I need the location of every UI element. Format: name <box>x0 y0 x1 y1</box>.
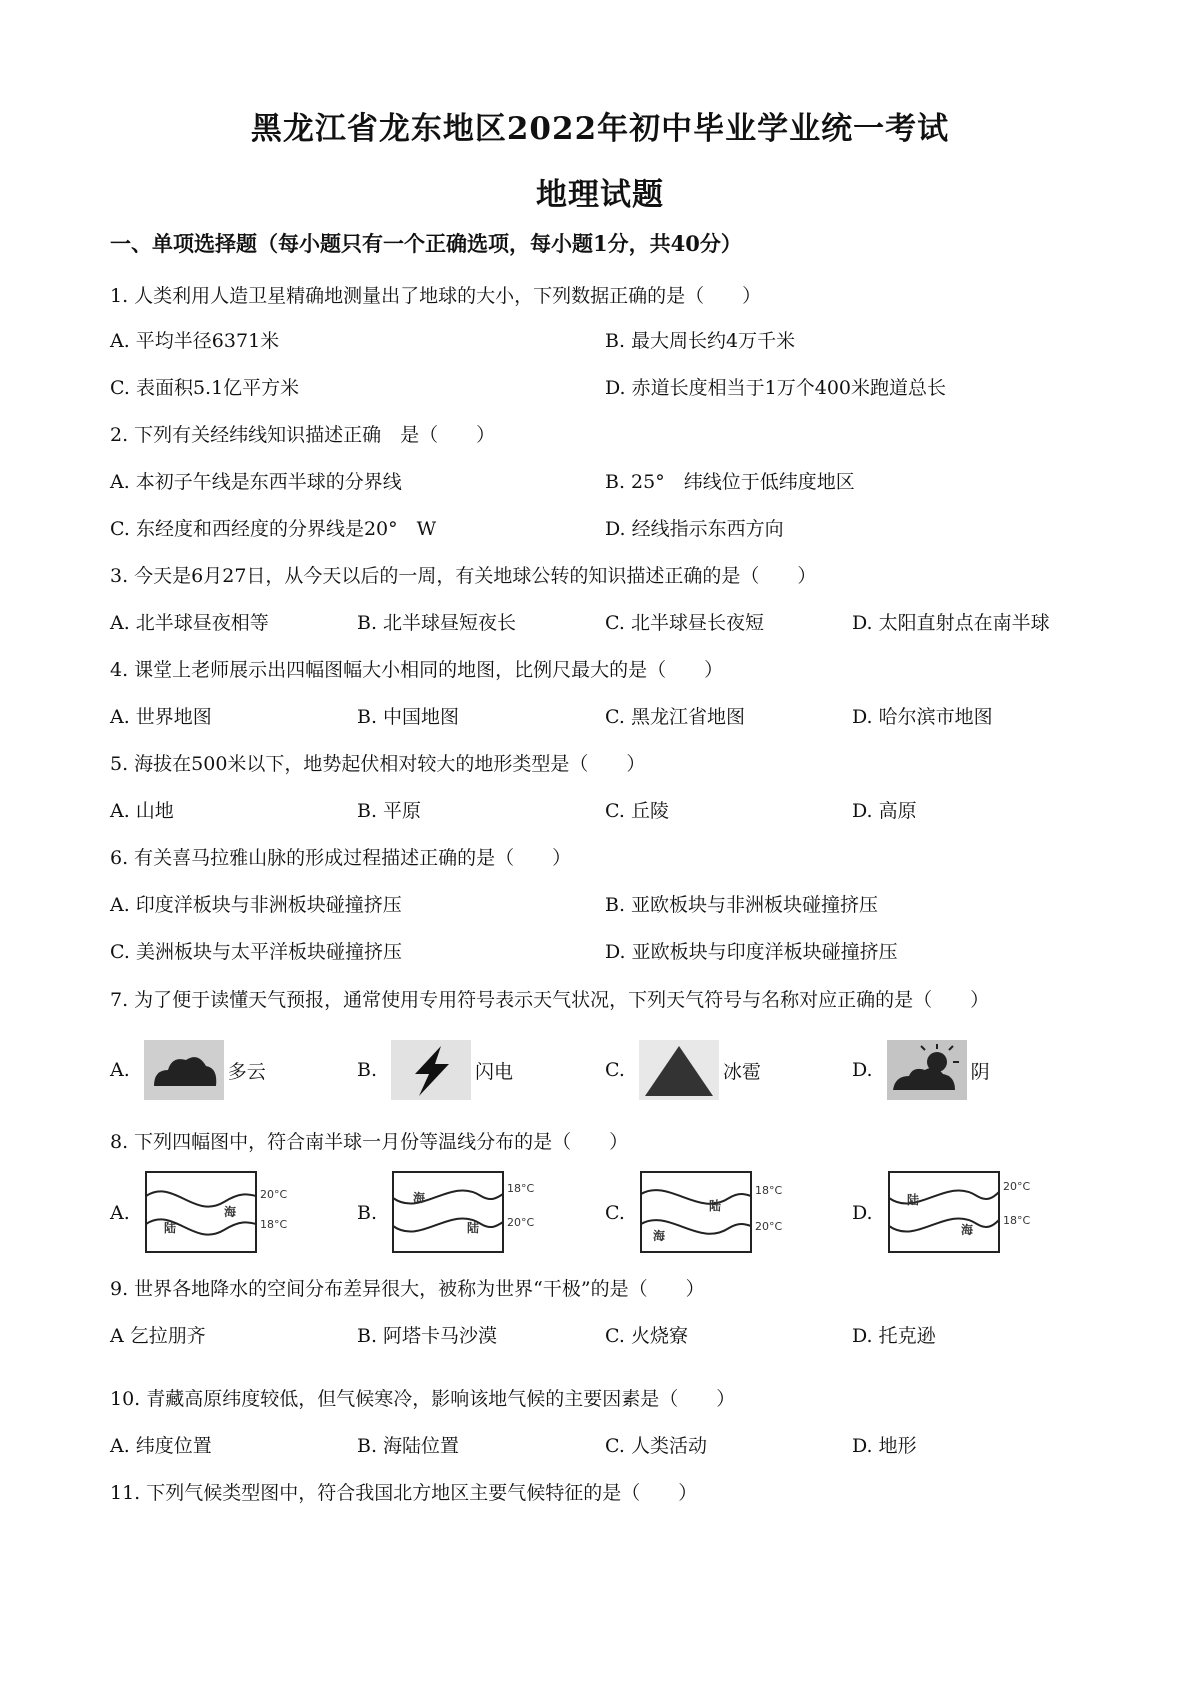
q8-d-upper-temp: 20°C <box>1002 1180 1030 1193</box>
q8-d-bottom-label: 海 <box>960 1223 973 1237</box>
question-4-stem: 4. 课堂上老师展示出四幅图幅大小相同的地图，比例尺最大的是（ ） <box>110 659 724 681</box>
question-9-stem: 9. 世界各地降水的空间分布差异很大，被称为世界“干极”的是（ ） <box>110 1278 705 1300</box>
q9-option-b: B. 阿塔卡马沙漠 <box>357 1325 498 1347</box>
q5-option-b: B. 平原 <box>357 800 422 822</box>
question-7-stem: 7. 为了便于读懂天气预报，通常使用专用符号表示天气状况，下列天气符号与名称对应正确的是（ ） <box>110 989 990 1011</box>
q8-option-a <box>110 1168 294 1258</box>
q7-option-d-letter: D. <box>852 1059 873 1081</box>
q8-b-bottom-label: 陆 <box>467 1221 480 1235</box>
q4-option-b: B. 中国地图 <box>357 706 460 728</box>
q7-option-b <box>357 1040 513 1100</box>
q8-a-bottom-label: 陆 <box>163 1221 176 1235</box>
q8-b-lower-temp: 20°C <box>507 1216 535 1229</box>
q10-option-b: B. 海陆位置 <box>357 1435 460 1457</box>
q6-option-a: A. 印度洋板块与非洲板块碰撞挤压 <box>110 894 402 916</box>
q1-option-c: C. 表面积5.1亿平方米 <box>110 377 300 399</box>
q1-option-b: B. 最大周长约4万千米 <box>605 330 796 352</box>
isotherm-diagram-icon <box>887 1168 1037 1258</box>
question-6-stem: 6. 有关喜马拉雅山脉的形成过程描述正确的是（ ） <box>110 847 572 869</box>
q8-c-lower-temp: 20°C <box>754 1220 783 1233</box>
q4-option-a: A. 世界地图 <box>110 706 212 728</box>
q9-option-a: A 乞拉朋齐 <box>110 1325 206 1347</box>
exam-title: 黑龙江省龙东地区2022年初中毕业学业统一考试 <box>250 111 950 147</box>
q7-option-d <box>852 1040 990 1100</box>
lightning-icon <box>391 1040 471 1100</box>
q3-option-a: A. 北半球昼夜相等 <box>110 612 269 634</box>
q9-option-d: D. 托克逊 <box>852 1325 936 1347</box>
q7-option-b-label: 闪电 <box>475 1060 514 1083</box>
triangle-icon <box>639 1040 719 1100</box>
q8-d-lower-temp: 18°C <box>1002 1214 1030 1227</box>
q8-d-top-label: 陆 <box>906 1193 919 1207</box>
q3-option-c: C. 北半球昼长夜短 <box>605 612 764 634</box>
q2-option-c: C. 东经度和西经度的分界线是20° W <box>110 518 437 540</box>
q6-option-b: B. 亚欧板块与非洲板块碰撞挤压 <box>605 894 879 916</box>
q4-option-c: C. 黑龙江省地图 <box>605 706 745 728</box>
q2-option-b: B. 25° 纬线位于低纬度地区 <box>605 471 855 493</box>
isotherm-diagram-icon <box>639 1168 789 1258</box>
cloud-icon <box>144 1040 224 1100</box>
isotherm-diagram-icon <box>391 1168 541 1258</box>
q8-option-a-letter: A. <box>110 1202 130 1224</box>
q7-option-a-letter: A. <box>110 1059 130 1081</box>
exam-subtitle: 地理试题 <box>536 177 664 213</box>
q8-option-c <box>605 1168 789 1258</box>
question-2-stem: 2. 下列有关经纬线知识描述正确 是（ ） <box>110 424 496 446</box>
question-11-stem: 11. 下列气候类型图中，符合我国北方地区主要气候特征的是（ ） <box>110 1482 698 1504</box>
q8-a-lower-temp: 18°C <box>259 1218 287 1231</box>
section-heading: 一、单项选择题（每小题只有一个正确选项，每小题1分，共40分） <box>110 231 742 256</box>
q8-c-upper-temp: 18°C <box>754 1184 783 1197</box>
q5-option-a: A. 山地 <box>110 800 174 822</box>
q1-option-d: D. 赤道长度相当于1万个400米跑道总长 <box>605 377 946 399</box>
q8-a-upper-temp: 20°C <box>259 1188 287 1201</box>
sun-behind-cloud-icon <box>887 1040 967 1100</box>
question-10-stem: 10. 青藏高原纬度较低，但气候寒冷，影响该地气候的主要因素是（ ） <box>110 1388 736 1410</box>
q3-option-d: D. 太阳直射点在南半球 <box>852 612 1050 634</box>
q9-option-c: C. 火烧寮 <box>605 1325 688 1347</box>
q7-option-c-letter: C. <box>605 1059 625 1081</box>
q3-option-b: B. 北半球昼短夜长 <box>357 612 517 634</box>
q8-c-top-label: 陆 <box>708 1199 721 1213</box>
q10-option-a: A. 纬度位置 <box>110 1435 212 1457</box>
q1-option-a: A. 平均半径6371米 <box>110 330 280 352</box>
q10-option-d: D. 地形 <box>852 1435 917 1457</box>
q2-option-d: D. 经线指示东西方向 <box>605 518 784 540</box>
q8-option-b-letter: B. <box>357 1202 378 1224</box>
q8-c-bottom-label: 海 <box>652 1229 665 1243</box>
q6-option-d: D. 亚欧板块与印度洋板块碰撞挤压 <box>605 941 898 963</box>
q7-option-a <box>110 1040 266 1100</box>
q2-option-a: A. 本初子午线是东西半球的分界线 <box>110 471 402 493</box>
q8-b-top-label: 海 <box>413 1191 426 1205</box>
question-5-stem: 5. 海拔在500米以下，地势起伏相对较大的地形类型是（ ） <box>110 753 646 775</box>
question-1-stem: 1. 人类利用人造卫星精确地测量出了地球的大小，下列数据正确的是（ ） <box>110 285 762 307</box>
q7-option-d-label: 阴 <box>970 1060 990 1083</box>
q8-option-b <box>357 1168 541 1258</box>
q8-option-c-letter: C. <box>605 1202 625 1224</box>
question-3-stem: 3. 今天是6月27日，从今天以后的一周，有关地球公转的知识描述正确的是（ ） <box>110 565 817 587</box>
q8-option-d-letter: D. <box>852 1202 873 1224</box>
q7-option-a-label: 多云 <box>227 1060 266 1083</box>
q7-option-c <box>605 1040 761 1100</box>
isotherm-diagram-icon <box>144 1168 294 1258</box>
q8-option-d <box>852 1168 1037 1258</box>
q7-option-b-letter: B. <box>357 1059 378 1081</box>
q6-option-c: C. 美洲板块与太平洋板块碰撞挤压 <box>110 941 402 963</box>
q5-option-d: D. 高原 <box>852 800 917 822</box>
q7-option-c-label: 冰雹 <box>722 1060 761 1083</box>
q10-option-c: C. 人类活动 <box>605 1435 707 1457</box>
question-8-stem: 8. 下列四幅图中，符合南半球一月份等温线分布的是（ ） <box>110 1131 629 1153</box>
q4-option-d: D. 哈尔滨市地图 <box>852 706 993 728</box>
q5-option-c: C. 丘陵 <box>605 800 669 822</box>
q8-a-top-label: 海 <box>223 1205 236 1219</box>
q8-b-upper-temp: 18°C <box>507 1182 535 1195</box>
